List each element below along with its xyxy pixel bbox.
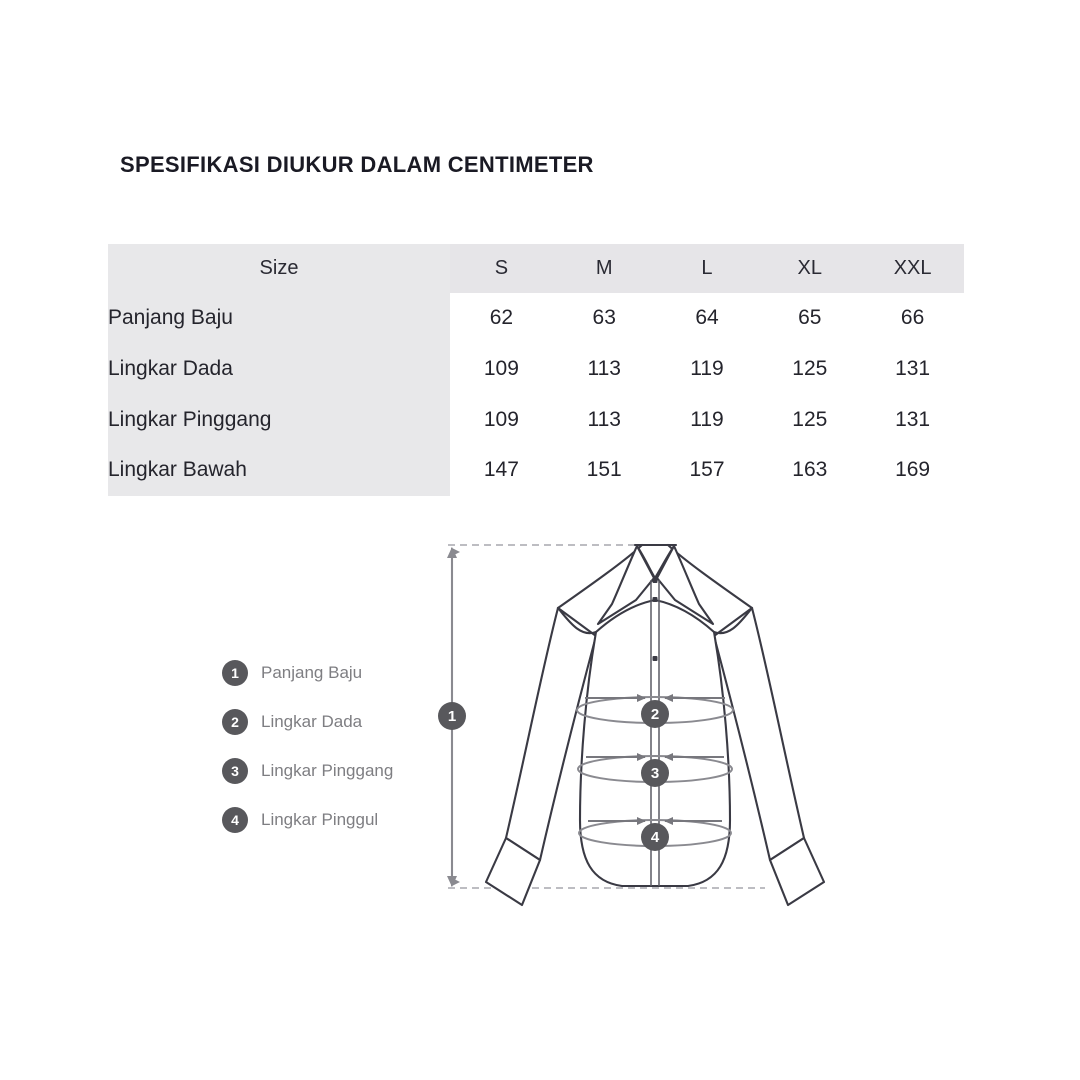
cell-panjang-baju-s: 62 xyxy=(489,306,514,330)
legend-item-4 xyxy=(222,795,462,844)
table-header-row xyxy=(108,244,964,293)
legend-item-2 xyxy=(222,697,462,746)
size-chart-table xyxy=(108,244,964,496)
table-header-xxl: XXL xyxy=(893,257,932,279)
cell-lingkar-pinggang-l: 119 xyxy=(690,407,724,431)
legend-badge-1-icon: 1 xyxy=(222,660,248,686)
legend-label-2: Lingkar Dada xyxy=(261,711,363,731)
diagram-marker-3-label: 3 xyxy=(650,765,660,782)
cell-lingkar-bawah-l: 157 xyxy=(689,458,725,482)
table-row xyxy=(108,344,964,395)
legend-label-4: Lingkar Pinggul xyxy=(261,809,379,829)
row-label-lingkar-bawah: Lingkar Bawah xyxy=(108,458,247,482)
table-header-m: M xyxy=(595,257,613,279)
legend-badge-2-icon: 2 xyxy=(222,709,248,735)
cell-lingkar-pinggang-s: 109 xyxy=(483,407,519,431)
table-header-s: S xyxy=(494,257,509,279)
cell-lingkar-dada-m: 113 xyxy=(587,357,621,381)
cell-lingkar-dada-s: 109 xyxy=(483,357,519,381)
measurement-legend xyxy=(222,648,462,844)
cell-lingkar-bawah-xl: 163 xyxy=(792,458,828,482)
garment-measurement-diagram xyxy=(430,520,880,940)
legend-label-3: Lingkar Pinggang xyxy=(261,760,394,780)
row-label-panjang-baju: Panjang Baju xyxy=(108,306,233,330)
table-header-xl: XL xyxy=(797,257,823,279)
cell-lingkar-bawah-xxl: 169 xyxy=(895,458,931,482)
cell-lingkar-pinggang-xxl: 131 xyxy=(895,407,931,431)
legend-badge-3-icon: 3 xyxy=(222,758,248,784)
diagram-marker-1-label: 1 xyxy=(447,708,457,725)
table-row xyxy=(108,293,964,344)
legend-label-1: Panjang Baju xyxy=(261,662,363,682)
cell-panjang-baju-xl: 65 xyxy=(798,306,822,330)
legend-badge-4-icon: 4 xyxy=(222,807,248,833)
legend-item-1 xyxy=(222,648,462,697)
table-header-size-label: Size xyxy=(259,257,299,279)
cell-panjang-baju-xxl: 66 xyxy=(900,306,925,330)
cell-lingkar-pinggang-m: 113 xyxy=(587,407,621,431)
cell-lingkar-bawah-s: 147 xyxy=(483,458,519,482)
length-marker-1 xyxy=(438,702,466,730)
table-row xyxy=(108,394,964,445)
diagram-marker-2-label: 2 xyxy=(650,706,660,723)
cell-lingkar-pinggang-xl: 125 xyxy=(792,407,828,431)
diagram-marker-4-label: 4 xyxy=(650,829,660,846)
cell-panjang-baju-l: 64 xyxy=(695,306,719,330)
table-header-l: L xyxy=(701,257,713,279)
cell-lingkar-dada-xxl: 131 xyxy=(895,357,931,381)
row-label-lingkar-dada: Lingkar Dada xyxy=(108,357,233,381)
page-title: SPESIFIKASI DIUKUR DALAM CENTIMETER xyxy=(120,152,594,177)
cell-lingkar-dada-l: 119 xyxy=(690,357,724,381)
cell-panjang-baju-m: 63 xyxy=(592,306,616,330)
table-row xyxy=(108,445,964,496)
legend-item-3 xyxy=(222,746,462,795)
cell-lingkar-dada-xl: 125 xyxy=(792,357,828,381)
row-label-lingkar-pinggang: Lingkar Pinggang xyxy=(108,407,272,431)
cell-lingkar-bawah-m: 151 xyxy=(586,458,622,482)
